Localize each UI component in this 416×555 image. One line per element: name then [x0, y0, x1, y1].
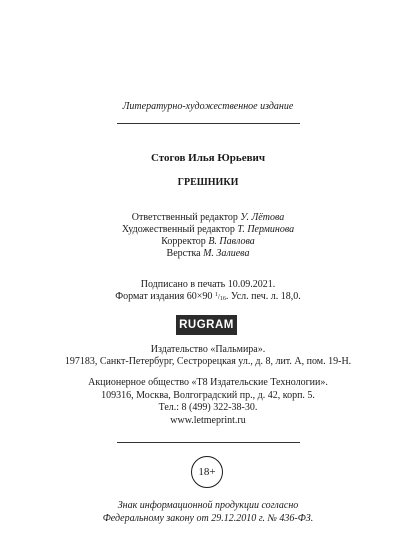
credit-person: В. Павлова: [208, 236, 255, 247]
book-title: ГРЕШНИКИ: [177, 177, 239, 188]
credit-person: М. Залиева: [203, 248, 250, 259]
printer-address: 109316, Москва, Волгоградский пр., д. 42, корп. 5.: [101, 390, 315, 401]
format-fraction: $^1/_{16}$: [214, 292, 226, 302]
info-sign-line-1: Знак информационной продукции согласно: [117, 500, 299, 511]
fraction-denominator: 16: [219, 296, 226, 302]
publisher-address: 197183, Санкт-Петербург, Сестрорецкая ул., д. 8, лит. А, пом. 19-Н.: [64, 356, 352, 367]
credit-line-3: [0, 248, 416, 260]
rugram-logo: RUGRAM: [176, 315, 237, 335]
printer-phone: Тел.: 8 (499) 322-38-30.: [158, 402, 258, 413]
credit-line-2: [0, 236, 416, 248]
print-signed: Подписано в печать 10.09.2021.: [140, 279, 276, 290]
printer-site: www.letmeprint.ru: [170, 415, 246, 426]
credit-line-1: [0, 224, 416, 236]
credit-role: Верстка: [166, 248, 201, 259]
author-name: Стогов Илья Юрьевич: [150, 152, 266, 164]
fraction-numerator: 1: [214, 292, 218, 298]
top-rule: [117, 123, 300, 124]
age-rating-badge: 18+: [191, 456, 223, 488]
bottom-rule: [117, 442, 300, 443]
format-suffix: . Усл. печ. л. 18,0.: [225, 291, 301, 302]
credit-person: У. Лётова: [240, 212, 285, 223]
publisher-name: Издательство «Пальмира».: [150, 344, 266, 355]
print-format: [0, 291, 416, 303]
credit-line-0: [0, 212, 416, 224]
credit-role: Корректор: [161, 236, 206, 247]
credit-role: Ответственный редактор: [131, 212, 238, 223]
info-sign-line-2: Федеральному закону от 29.12.2010 г. № 436-ФЗ.: [102, 513, 314, 524]
format-prefix: Формат издания 60×90: [115, 291, 215, 302]
edition-type: Литературно-художественное издание: [122, 101, 294, 112]
printer-name: Акционерное общество «Т8 Издательские Технологии».: [88, 377, 328, 388]
credit-person: Т. Перминова: [237, 224, 295, 235]
credit-role: Художественный редактор: [121, 224, 235, 235]
